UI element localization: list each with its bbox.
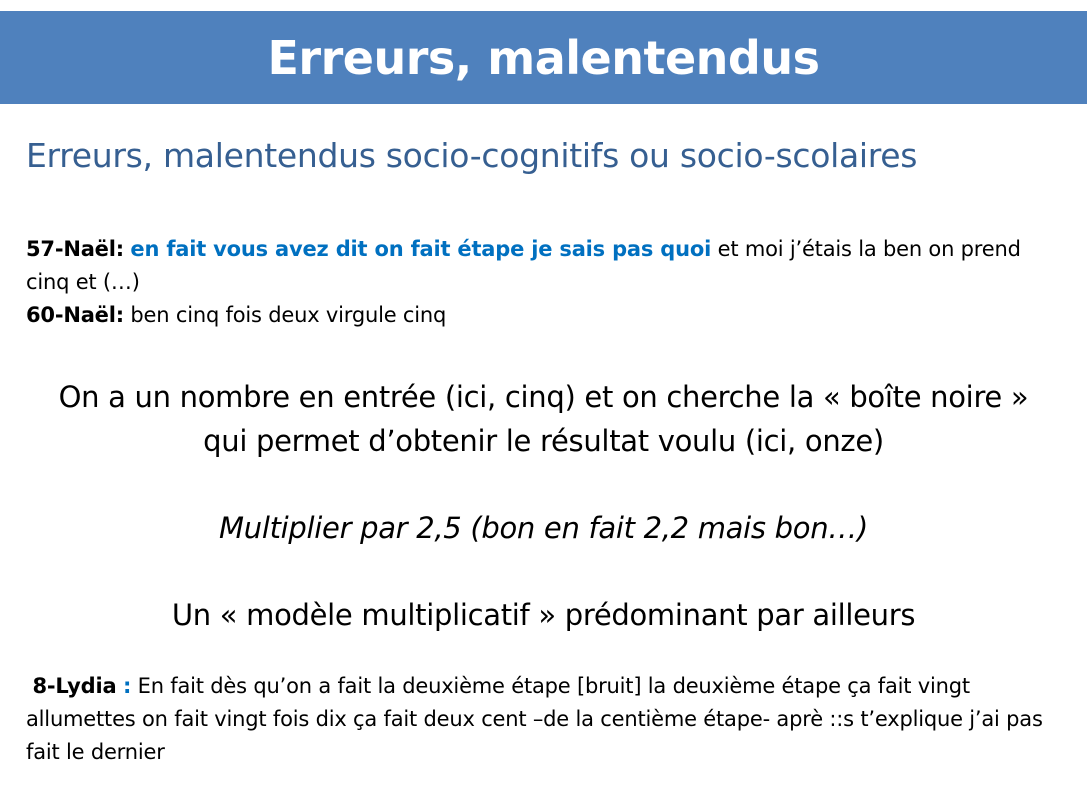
dialogue-excerpt-lydia — [26, 670, 1066, 769]
statement-line: qui permet d’obtenir le résultat voulu (ici, onze) — [203, 424, 884, 458]
title-bar — [0, 11, 1087, 104]
dialogue-text: ben cinq fois deux virgule cinq — [130, 303, 447, 327]
statement-line: On a un nombre en entrée (ici, cinq) et on cherche la « boîte noire » — [58, 380, 1029, 414]
speaker-label: 8-Lydia — [32, 674, 117, 698]
dialogue-text: En fait dès qu’on a fait la deuxième étape [bruit] la deuxième étape ça fait vingt allumettes on fait vingt fois dix ça fait deux cent –de la centième étape- aprè ::s t’explique j’ai pas fait le dernier — [26, 674, 1043, 764]
dialogue-line-60 — [26, 299, 1066, 332]
black-box-statement — [0, 375, 1087, 463]
dialogue-text: et moi j’étais la ben on prend cinq et (…) — [26, 237, 1021, 294]
dialogue-line-57 — [26, 233, 1066, 299]
dialogue-excerpt-nael — [26, 233, 1066, 332]
highlighted-quote: en fait vous avez dit on fait étape je sais pas quoi — [130, 237, 712, 261]
slide-title: Erreurs, malentendus — [267, 30, 820, 85]
speaker-label: 60-Naël: — [26, 303, 124, 327]
speaker-label: 57-Naël: — [26, 237, 124, 261]
speaker-separator: : — [122, 674, 132, 698]
slide-subtitle: Erreurs, malentendus socio-cognitifs ou socio-scolaires — [26, 136, 918, 175]
model-note: Un « modèle multiplicatif » prédominant par ailleurs — [171, 598, 916, 632]
multiplier-note: Multiplier par 2,5 (bon en fait 2,2 mais bon…) — [219, 511, 868, 545]
